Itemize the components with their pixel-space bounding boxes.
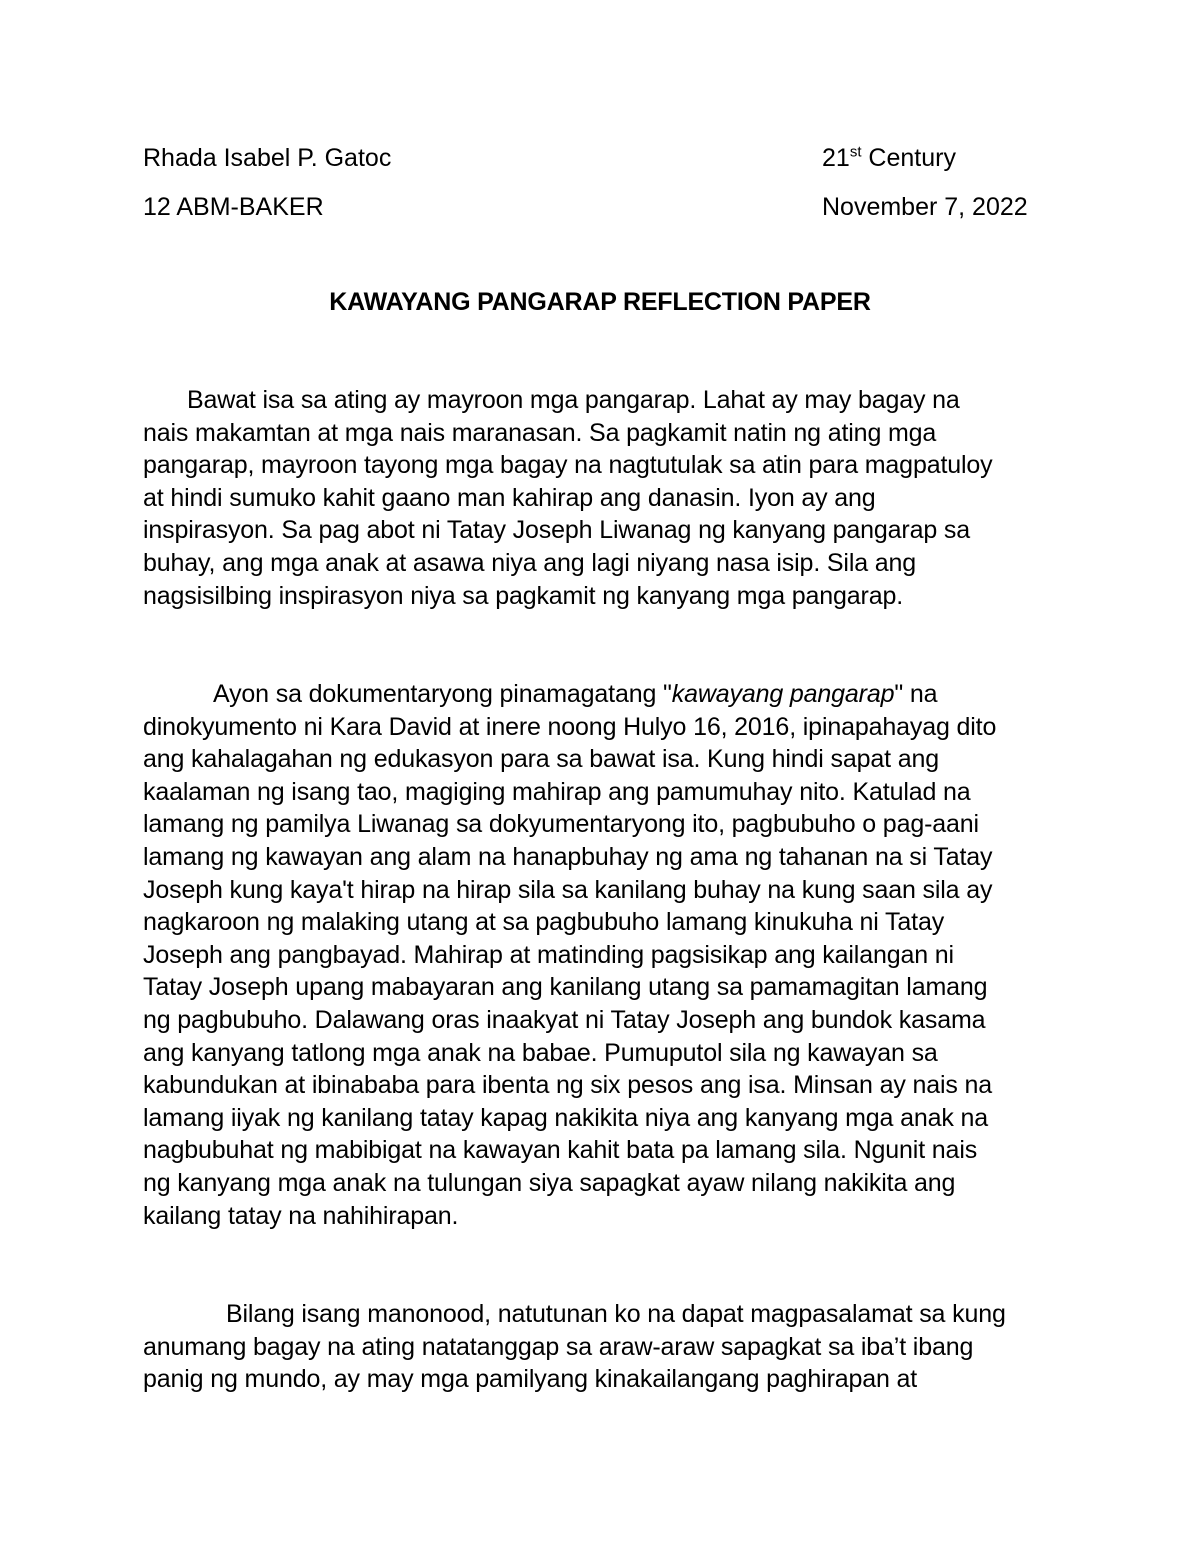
- paragraph-line: panig ng mundo, ay may mga pamilyang kinakailangang paghirapan at: [143, 1365, 918, 1394]
- paragraph-line: Bilang isang manonood, natutunan ko na dapat magpasalamat sa kung: [226, 1300, 1006, 1328]
- student-section: 12 ABM-BAKER: [143, 193, 324, 221]
- paragraph-line: ng pagbubuho. Dalawang oras inaakyat ni Tatay Joseph ang bundok kasama: [143, 1005, 986, 1034]
- paragraph-line: lamang ng kawayan ang alam na hanapbuhay ng ama ng tahanan na si Tatay: [143, 842, 993, 871]
- course-superscript: st: [849, 143, 862, 161]
- paragraph-2: [143, 678, 1073, 1232]
- paragraph-line: anumang bagay na ating natatanggap sa araw-araw sapagkat sa iba’t ibang: [143, 1332, 974, 1361]
- paragraph-line: Joseph kung kaya't hirap na hirap sila sa kanilang buhay na kung saan sila ay: [143, 875, 993, 904]
- paragraph-line: at hindi sumuko kahit gaano man kahirap ang danasin. Iyon ay ang: [143, 483, 876, 512]
- paragraph-line: lamang ng pamilya Liwanag sa dokyumentaryong ito, pagbubuho o pag-aani: [143, 810, 979, 839]
- paragraph-line: kaalaman ng isang tao, magiging mahirap ang pamumuhay nito. Katulad na: [143, 777, 971, 806]
- paper-title: KAWAYANG PANGARAP REFLECTION PAPER: [329, 288, 871, 316]
- paragraph-line: nais makamtan at mga nais maranasan. Sa pagkamit natin ng ating mga: [143, 418, 937, 447]
- paragraph-first-line: [143, 678, 1073, 711]
- paragraph-1: [143, 384, 1073, 612]
- paragraph-line: dinokyumento ni Kara David at inere noong Hulyo 16, 2016, ipinapahayag dito: [143, 712, 997, 741]
- paragraph-line: lamang iiyak ng kanilang tatay kapag nakikita niya ang kanyang mga anak na: [143, 1103, 989, 1132]
- course-label: Century: [861, 144, 956, 172]
- paragraph-line: inspirasyon. Sa pag abot ni Tatay Joseph Liwanag ng kanyang pangarap sa: [143, 516, 970, 545]
- text-segment: " na: [894, 680, 938, 708]
- paragraph-line: kabundukan at ibinababa para ibenta ng six pesos ang isa. Minsan ay nais na: [143, 1071, 993, 1100]
- paragraph-line: Bawat isa sa ating ay mayroon mga pangarap. Lahat ay may bagay na: [187, 386, 960, 414]
- paragraph-line: kailang tatay na nahihirapan.: [143, 1201, 459, 1230]
- paragraph-line: nagkaroon ng malaking utang at sa pagbubuho lamang kinukuha ni Tatay: [143, 908, 945, 937]
- paragraph-line: ng kanyang mga anak na tulungan siya sapagkat ayaw nilang nakikita ang: [143, 1168, 956, 1197]
- course-name: [822, 143, 956, 173]
- paragraph-3: [143, 1298, 1073, 1396]
- paragraph-line: pangarap, mayroon tayong mga bagay na nagtutulak sa atin para magpatuloy: [143, 451, 993, 480]
- paragraph-line: nagbubuhat ng mabibigat na kawayan kahit bata pa lamang sila. Ngunit nais: [143, 1136, 978, 1165]
- documentary-title: kawayang pangarap: [671, 680, 895, 708]
- paragraph-line: Joseph ang pangbayad. Mahirap at matinding pagsisikap ang kailangan ni: [143, 940, 954, 969]
- paper-date: November 7, 2022: [822, 193, 1028, 221]
- author-name: Rhada Isabel P. Gatoc: [143, 144, 392, 172]
- paragraph-line: ang kanyang tatlong mga anak na babae. Pumuputol sila ng kawayan sa: [143, 1038, 938, 1067]
- text-segment: Ayon sa dokumentaryong pinamagatang ": [213, 680, 672, 708]
- course-number: 21: [822, 144, 850, 172]
- paragraph-line: ang kahalagahan ng edukasyon para sa bawat isa. Kung hindi sapat ang: [143, 745, 939, 774]
- paragraph-line: buhay, ang mga anak at asawa niya ang lagi niyang nasa isip. Sila ang: [143, 548, 917, 577]
- paragraph-line: Tatay Joseph upang mabayaran ang kanilang utang sa pamamagitan lamang: [143, 973, 988, 1002]
- paragraph-line: nagsisilbing inspirasyon niya sa pagkamit ng kanyang mga pangarap.: [143, 581, 904, 610]
